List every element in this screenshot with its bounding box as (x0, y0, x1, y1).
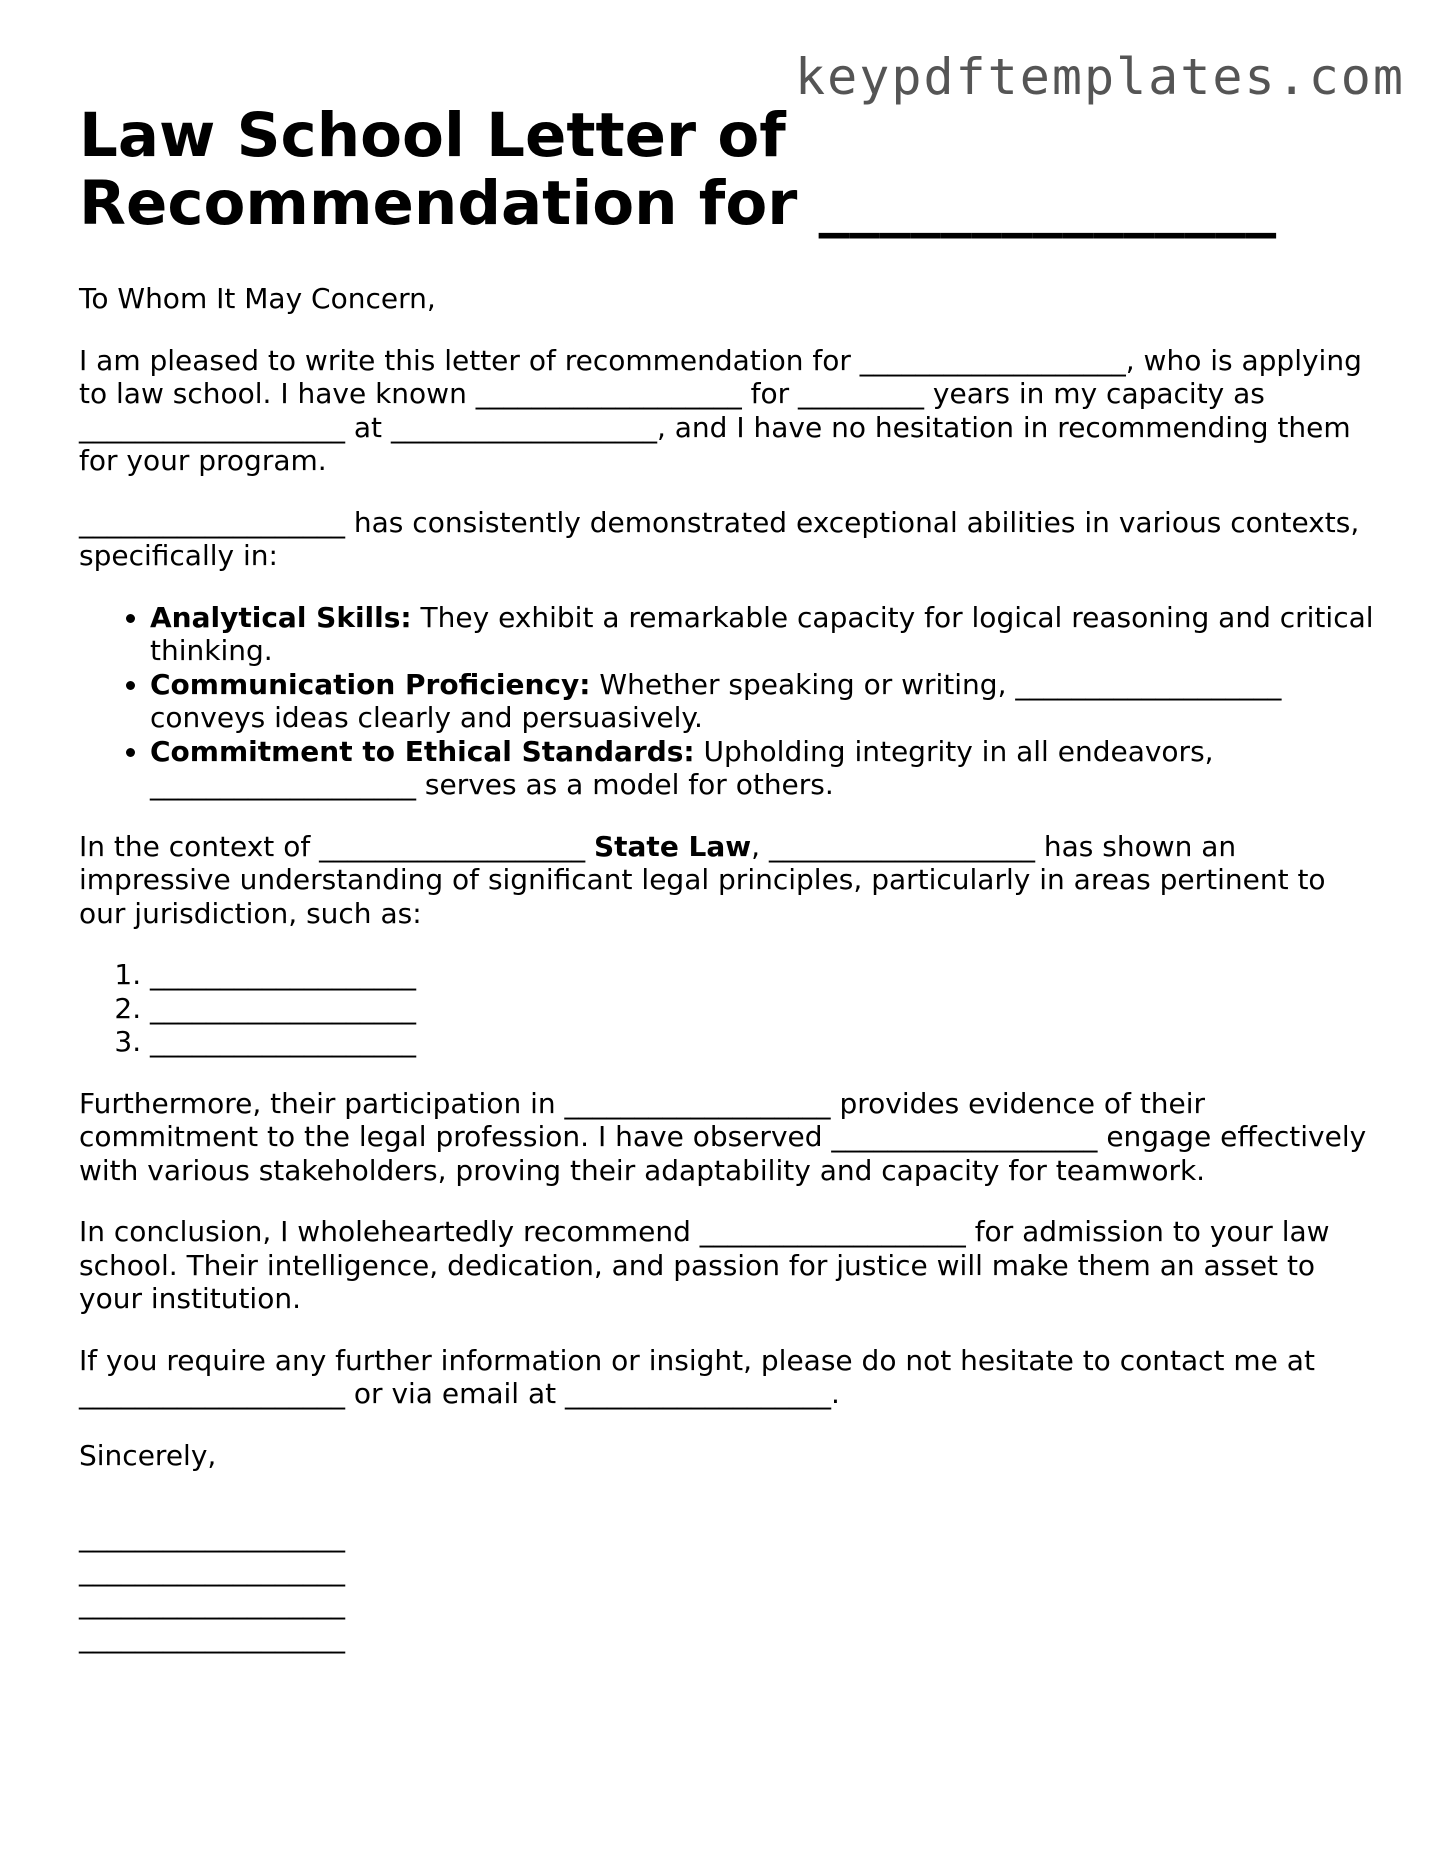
signature-line: ___________________ (79, 1520, 345, 1553)
state-law-bold: State Law (593, 829, 752, 863)
salutation: To Whom It May Concern, (79, 282, 436, 315)
ability-text: Upholding integrity in all endeavors, ___________________ serves as a model for others. (150, 734, 1214, 801)
paragraph-intro: I am pleased to write this letter of recommendation for ___________________, who is applying to law school. I have known ___________________ for _________ years in my capacity as ___________________ at ___________________, and I have no hesitation in recommending them for your program. (79, 343, 1362, 477)
paragraph-contact: If you require any further information or insight, please do not hesitate to contact me at ___________________ or via email at ___________________. (79, 1343, 1315, 1410)
list-item (150, 601, 1379, 668)
abilities-list (79, 601, 1379, 802)
paragraph-participation: Furthermore, their participation in ___________________ provides evidence of their commitment to the legal profession. I have observed ___________________ engage effectively with various stakeholders, proving their adaptability and capacity for teamwork. (79, 1086, 1367, 1187)
ability-text: Whether speaking or writing, ___________________ conveys ideas clearly and persuasively. (150, 667, 1282, 734)
list-item: 3. ___________________ (150, 1025, 1379, 1059)
closing: Sincerely, (79, 1438, 217, 1472)
paragraph-state-law (79, 830, 1379, 931)
ability-text: They exhibit a remarkable capacity for logical reasoning and critical thinking. (150, 600, 1374, 667)
page-title: Law School Letter of Recommendation for _______________ (79, 100, 1277, 239)
signature-line: ___________________ (79, 1553, 345, 1587)
letter-document (79, 102, 1379, 1654)
paragraph-conclusion: In conclusion, I wholeheartedly recommend ___________________ for admission to your law school. Their intelligence, dedication, and passion for justice will make them an asset to your institution. (79, 1215, 1330, 1315)
list-item: 2. ___________________ (150, 992, 1379, 1026)
signature-line: ___________________ (79, 1587, 345, 1620)
ability-label: Commitment to Ethical Standards: (150, 734, 695, 768)
list-item (150, 668, 1379, 735)
signature-line: ___________________ (79, 1620, 345, 1654)
ability-label: Communication Proficiency: (150, 667, 591, 701)
state-law-after: , ___________________ has shown an impressive understanding of significant legal principles, particularly in areas pertinent to our jurisdiction, such as: (79, 829, 1326, 930)
list-item (150, 735, 1379, 802)
state-law-before: In the context of ___________________ (79, 829, 594, 863)
signature-block (79, 1520, 1379, 1654)
watermark: keypdftemplates.com (795, 48, 1405, 106)
paragraph-abilities: ___________________ has consistently demonstrated exceptional abilities in various contexts, specifically in: (79, 505, 1360, 572)
principles-list (79, 958, 1379, 1059)
ability-label: Analytical Skills: (150, 600, 412, 634)
list-item: 1. ___________________ (150, 958, 1379, 992)
